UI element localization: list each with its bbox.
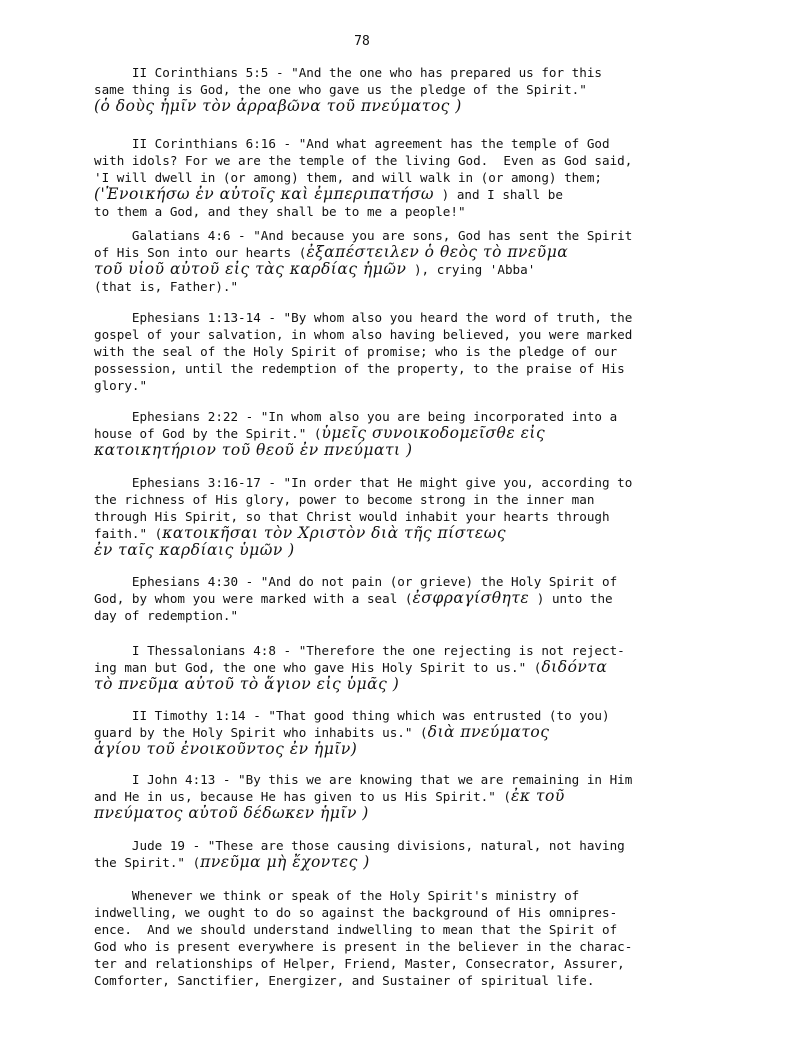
english-text: house of God by the Spirit." ( bbox=[94, 426, 322, 441]
greek-text: τοῦ υἱοῦ αὐτοῦ εἰς τὰς καρδίας ἡμῶν bbox=[94, 260, 407, 278]
text-line bbox=[94, 707, 704, 724]
text-line bbox=[94, 659, 704, 676]
text-line bbox=[94, 360, 704, 377]
english-text: Whenever we think or speak of the Holy Spirit's ministry of bbox=[94, 888, 580, 903]
text-line bbox=[94, 326, 704, 343]
english-text: day of redemption." bbox=[94, 608, 239, 623]
english-text: same thing is God, the one who gave us the pledge of the Spirit." bbox=[94, 82, 587, 97]
paragraph-2tim-1-14 bbox=[94, 707, 704, 758]
text-line bbox=[94, 425, 704, 442]
paragraph-eph-4-30 bbox=[94, 573, 704, 624]
english-text: of His Son into our hearts ( bbox=[94, 245, 307, 260]
english-text: indwelling, we ought to do so against the background of His omnipres- bbox=[94, 905, 618, 920]
text-line bbox=[94, 203, 704, 220]
text-line bbox=[94, 408, 704, 425]
english-text: I John 4:13 - "By this we are knowing that we are remaining in Him bbox=[94, 772, 633, 787]
greek-text: κατοικητήριον τοῦ θεοῦ ἐν πνεύματι ) bbox=[94, 441, 413, 459]
text-line bbox=[94, 542, 704, 559]
english-text: ) and I shall be bbox=[434, 187, 563, 202]
english-text: ter and relationships of Helper, Friend, Master, Consecrator, Assurer, bbox=[94, 956, 625, 971]
english-text: the richness of His glory, power to become strong in the inner man bbox=[94, 492, 595, 507]
english-text: with idols? For we are the temple of the living God. Even as God said, bbox=[94, 153, 633, 168]
text-line bbox=[94, 244, 704, 261]
text-line bbox=[94, 805, 704, 822]
english-text: God who is present everywhere is present in the believer in the charac- bbox=[94, 939, 633, 954]
text-line bbox=[94, 887, 704, 904]
english-text: faith." ( bbox=[94, 526, 163, 541]
text-line bbox=[94, 491, 704, 508]
text-line bbox=[94, 135, 704, 152]
text-line bbox=[94, 377, 704, 394]
greek-text: (ὁ δοὺς ἡμῖν τὸν ἀρραβῶνα τοῦ πνεύματος ) bbox=[94, 97, 462, 115]
english-text: (that is, Father)." bbox=[94, 279, 239, 294]
text-line bbox=[94, 278, 704, 295]
english-text: II Corinthians 6:16 - "And what agreement has the temple of God bbox=[94, 136, 610, 151]
text-line bbox=[94, 724, 704, 741]
text-line bbox=[94, 152, 704, 169]
greek-text: ('Ἐνοικήσω ἐν αὐτοῖς καὶ ἐμπεριπατήσω bbox=[94, 185, 435, 203]
greek-text: ἐσφραγίσθητε bbox=[412, 589, 530, 607]
english-text: II Corinthians 5:5 - "And the one who has prepared us for this bbox=[94, 65, 602, 80]
english-text: glory." bbox=[94, 378, 148, 393]
paragraph-conclusion bbox=[94, 887, 704, 989]
english-text: through His Spirit, so that Christ would inhabit your hearts through bbox=[94, 509, 610, 524]
text-line bbox=[94, 442, 704, 459]
english-text: the Spirit." ( bbox=[94, 855, 201, 870]
greek-text: τὸ πνεῦμα αὐτοῦ τὸ ἅγιον εἰς ὑμᾶς ) bbox=[94, 675, 400, 693]
text-line bbox=[94, 525, 704, 542]
text-line bbox=[94, 590, 704, 607]
english-text: gospel of your salvation, in whom also having believed, you were marked bbox=[94, 327, 633, 342]
english-text: 'I will dwell in (or among) them, and will walk in (or among) them; bbox=[94, 170, 602, 185]
text-line bbox=[94, 921, 704, 938]
english-text: ence. And we should understand indwelling to mean that the Spirit of bbox=[94, 922, 618, 937]
text-line bbox=[94, 227, 704, 244]
text-line bbox=[94, 788, 704, 805]
paragraph-jude-19 bbox=[94, 837, 704, 871]
paragraph-eph-1-13 bbox=[94, 309, 704, 394]
text-line bbox=[94, 81, 704, 98]
text-line bbox=[94, 741, 704, 758]
text-line bbox=[94, 938, 704, 955]
paragraph-gal-4-6 bbox=[94, 227, 704, 295]
english-text: God, by whom you were marked with a seal ( bbox=[94, 591, 413, 606]
greek-text: ὑμεῖς συνοικοδομεῖσθε εἰς bbox=[321, 424, 546, 442]
text-line bbox=[94, 64, 704, 81]
text-line bbox=[94, 854, 704, 871]
text-line bbox=[94, 676, 704, 693]
paragraph-eph-3-16 bbox=[94, 474, 704, 559]
english-text: Ephesians 4:30 - "And do not pain (or grieve) the Holy Spirit of bbox=[94, 574, 618, 589]
text-line bbox=[94, 508, 704, 525]
english-text: possession, until the redemption of the property, to the praise of His bbox=[94, 361, 625, 376]
greek-text: ἐν ταῖς καρδίαις ὑμῶν ) bbox=[94, 541, 295, 559]
text-line bbox=[94, 261, 704, 278]
text-line bbox=[94, 169, 704, 186]
greek-text: ἐκ τοῦ bbox=[511, 787, 565, 805]
english-text: Ephesians 3:16-17 - "In order that He might give you, according to bbox=[94, 475, 633, 490]
english-text: and He in us, because He has given to us His Spirit." ( bbox=[94, 789, 512, 804]
english-text: Jude 19 - "These are those causing divisions, natural, not having bbox=[94, 838, 625, 853]
greek-text: διδόντα bbox=[541, 658, 608, 676]
paragraph-2cor-5-5 bbox=[94, 64, 704, 115]
greek-text: πνεύματος αὐτοῦ δέδωκεν ἡμῖν ) bbox=[94, 804, 369, 822]
paragraph-eph-2-22 bbox=[94, 408, 704, 459]
paragraph-1thess-4-8 bbox=[94, 642, 704, 693]
english-text: guard by the Holy Spirit who inhabits us." ( bbox=[94, 725, 428, 740]
text-line bbox=[94, 771, 704, 788]
text-line bbox=[94, 309, 704, 326]
greek-text: ἐξαπέστειλεν ὁ θεὸς τὸ πνεῦμα bbox=[306, 243, 569, 261]
text-line bbox=[94, 642, 704, 659]
greek-text: πνεῦμα μὴ ἔχοντες ) bbox=[200, 853, 370, 871]
english-text: ing man but God, the one who gave His Holy Spirit to us." ( bbox=[94, 660, 542, 675]
text-line bbox=[94, 955, 704, 972]
text-line bbox=[94, 972, 704, 989]
english-text: I Thessalonians 4:8 - "Therefore the one rejecting is not reject- bbox=[94, 643, 625, 658]
english-text: to them a God, and they shall be to me a people!" bbox=[94, 204, 466, 219]
text-line bbox=[94, 607, 704, 624]
english-text: Comforter, Sanctifier, Energizer, and Sustainer of spiritual life. bbox=[94, 973, 595, 988]
page-number: 78 bbox=[354, 34, 370, 49]
text-line bbox=[94, 98, 704, 115]
text-line bbox=[94, 837, 704, 854]
greek-text: κατοικῆσαι τὸν Χριστὸν διὰ τῆς πίστεως bbox=[162, 524, 507, 542]
text-line bbox=[94, 904, 704, 921]
greek-text: διὰ πνεύματος bbox=[427, 723, 550, 741]
text-line bbox=[94, 573, 704, 590]
english-text: ) unto the bbox=[529, 591, 613, 606]
text-line bbox=[94, 343, 704, 360]
english-text: Ephesians 1:13-14 - "By whom also you heard the word of truth, the bbox=[94, 310, 633, 325]
english-text: II Timothy 1:14 - "That good thing which was entrusted (to you) bbox=[94, 708, 610, 723]
english-text: Galatians 4:6 - "And because you are sons, God has sent the Spirit bbox=[94, 228, 633, 243]
english-text: Ephesians 2:22 - "In whom also you are being incorporated into a bbox=[94, 409, 618, 424]
greek-text: ἁγίου τοῦ ἐνοικοῦντος ἐν ἡμῖν) bbox=[94, 740, 358, 758]
text-line bbox=[94, 186, 704, 203]
text-line bbox=[94, 474, 704, 491]
paragraph-2cor-6-16 bbox=[94, 135, 704, 220]
english-text: with the seal of the Holy Spirit of promise; who is the pledge of our bbox=[94, 344, 618, 359]
paragraph-1john-4-13 bbox=[94, 771, 704, 822]
english-text: ), crying 'Abba' bbox=[406, 262, 536, 277]
